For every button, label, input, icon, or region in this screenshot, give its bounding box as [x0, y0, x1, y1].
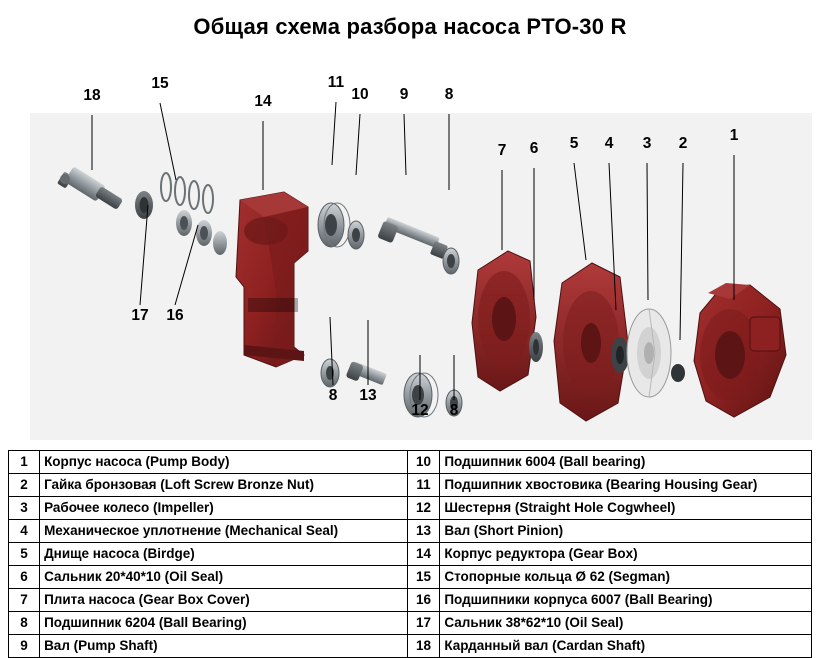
callout-label-13: 13: [359, 387, 377, 404]
exploded-view-diagram: [8, 55, 812, 440]
callout-label-10: 10: [351, 86, 369, 103]
legend-number-left: 4: [9, 520, 40, 543]
legend-number-right: 11: [407, 474, 440, 497]
legend-label-left: Подшипник 6204 (Ball Bearing): [40, 612, 408, 635]
legend-number-right: 12: [407, 497, 440, 520]
legend-number-left: 8: [9, 612, 40, 635]
legend-number-left: 6: [9, 566, 40, 589]
callout-label-12: 12: [411, 402, 429, 419]
legend-number-right: 10: [407, 451, 440, 474]
table-row: [9, 474, 812, 497]
part-6-oil-seal: [529, 332, 543, 362]
callout-label-2: 2: [678, 135, 688, 152]
legend-label-left: Плита насоса (Gear Box Cover): [40, 589, 408, 612]
legend-label-right: Подшипники корпуса 6007 (Ball Bearing): [440, 589, 812, 612]
callout-label-4: 4: [604, 135, 614, 152]
legend-number-right: 14: [407, 543, 440, 566]
callout-label-3: 3: [642, 135, 652, 152]
legend-number-right: 17: [407, 612, 440, 635]
legend-number-right: 16: [407, 589, 440, 612]
legend-label-right: Вал (Short Pinion): [440, 520, 812, 543]
legend-number-left: 3: [9, 497, 40, 520]
legend-number-left: 9: [9, 635, 40, 658]
table-row: [9, 635, 812, 658]
table-row: [9, 589, 812, 612]
callout-label-16: 16: [166, 307, 184, 324]
callout-label-18: 18: [83, 87, 101, 104]
part-17-oil-seal: [135, 191, 153, 219]
legend-label-right: Подшипник 6004 (Ball bearing): [440, 451, 812, 474]
table-row: [9, 543, 812, 566]
table-row: [9, 451, 812, 474]
part-10-bearing-6004: [348, 221, 364, 249]
legend-label-right: Карданный вал (Cardan Shaft): [440, 635, 812, 658]
part-3-impeller: [627, 309, 671, 397]
callout-label-17: 17: [131, 307, 149, 324]
part-4-mechanical-seal: [611, 337, 629, 373]
callout-label-8b: 8: [328, 387, 338, 404]
legend-label-left: Корпус насоса (Pump Body): [40, 451, 408, 474]
callout-label-7: 7: [497, 142, 507, 159]
legend-number-left: 7: [9, 589, 40, 612]
legend-label-left: Гайка бронзовая (Loft Screw Bronze Nut): [40, 474, 408, 497]
legend-label-right: Корпус редуктора (Gear Box): [440, 543, 812, 566]
callout-label-14: 14: [254, 93, 272, 110]
legend-label-left: Днище насоса (Birdge): [40, 543, 408, 566]
legend-number-left: 1: [9, 451, 40, 474]
callout-label-9: 9: [399, 86, 409, 103]
table-row: [9, 566, 812, 589]
part-7-gear-box-cover: [472, 251, 536, 391]
callout-label-15: 15: [151, 75, 169, 92]
legend-number-left: 2: [9, 474, 40, 497]
part-2-bronze-nut: [671, 364, 685, 382]
table-row: [9, 497, 812, 520]
legend-number-right: 15: [407, 566, 440, 589]
callout-label-8c: 8: [449, 402, 459, 419]
legend-label-left: Механическое уплотнение (Mechanical Seal): [40, 520, 408, 543]
callout-label-5: 5: [569, 135, 579, 152]
legend-label-right: Сальник 38*62*10 (Oil Seal): [440, 612, 812, 635]
part-8-bearing-6204-top: [443, 248, 459, 274]
legend-label-right: Стопорные кольца Ø 62 (Segman): [440, 566, 812, 589]
callout-label-8: 8: [444, 86, 454, 103]
part-8-bearing-6204-lower: [321, 359, 339, 387]
callout-label-11: 11: [327, 74, 345, 91]
legend-number-right: 13: [407, 520, 440, 543]
parts-legend-table: [8, 450, 812, 658]
legend-label-left: Сальник 20*40*10 (Oil Seal): [40, 566, 408, 589]
callout-label-6: 6: [529, 140, 539, 157]
callout-label-1: 1: [729, 127, 739, 144]
legend-label-right: Шестерня (Straight Hole Cogwheel): [440, 497, 812, 520]
table-row: [9, 520, 812, 543]
legend-number-right: 18: [407, 635, 440, 658]
legend-number-left: 5: [9, 543, 40, 566]
page-title: Общая схема разбора насоса PTO-30 R: [193, 14, 627, 39]
table-row: [9, 612, 812, 635]
legend-label-left: Вал (Pump Shaft): [40, 635, 408, 658]
legend-label-left: Рабочее колесо (Impeller): [40, 497, 408, 520]
legend-label-right: Подшипник хвостовика (Bearing Housing Gear): [440, 474, 812, 497]
